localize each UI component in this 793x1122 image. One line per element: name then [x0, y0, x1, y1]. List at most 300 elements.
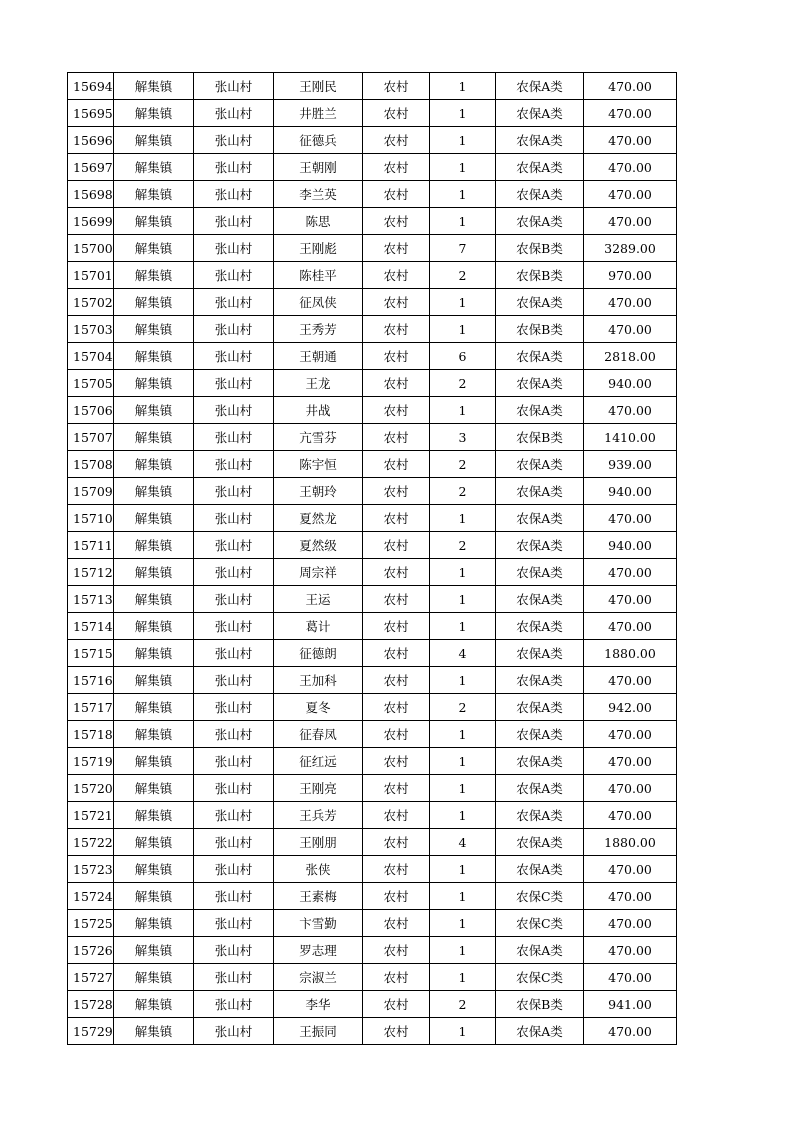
village-cell: 张山村 — [194, 559, 274, 586]
area-type-cell: 农村 — [363, 343, 430, 370]
household-count-cell: 1 — [430, 316, 496, 343]
village-cell: 张山村 — [194, 289, 274, 316]
household-count-cell: 4 — [430, 829, 496, 856]
town-cell: 解集镇 — [114, 910, 194, 937]
insurance-type-cell: 农保B类 — [496, 262, 584, 289]
amount-cell: 470.00 — [584, 127, 677, 154]
town-cell: 解集镇 — [114, 613, 194, 640]
table-row — [68, 100, 677, 127]
household-count-cell: 1 — [430, 289, 496, 316]
row-id-cell: 15723 — [68, 856, 114, 883]
insurance-type-cell: 农保A类 — [496, 640, 584, 667]
row-id-cell: 15712 — [68, 559, 114, 586]
row-id-cell: 15695 — [68, 100, 114, 127]
town-cell: 解集镇 — [114, 721, 194, 748]
row-id-cell: 15709 — [68, 478, 114, 505]
table-row — [68, 154, 677, 181]
town-cell: 解集镇 — [114, 1018, 194, 1045]
village-cell: 张山村 — [194, 640, 274, 667]
table-row — [68, 73, 677, 100]
area-type-cell: 农村 — [363, 478, 430, 505]
row-id-cell: 15702 — [68, 289, 114, 316]
amount-cell: 1880.00 — [584, 829, 677, 856]
amount-cell: 470.00 — [584, 505, 677, 532]
row-id-cell: 15724 — [68, 883, 114, 910]
table-row — [68, 559, 677, 586]
household-count-cell: 2 — [430, 370, 496, 397]
area-type-cell: 农村 — [363, 721, 430, 748]
row-id-cell: 15713 — [68, 586, 114, 613]
area-type-cell: 农村 — [363, 775, 430, 802]
insurance-type-cell: 农保B类 — [496, 991, 584, 1018]
insurance-type-cell: 农保A类 — [496, 505, 584, 532]
insurance-type-cell: 农保A类 — [496, 586, 584, 613]
table-row — [68, 667, 677, 694]
name-cell: 征德兵 — [274, 127, 363, 154]
area-type-cell: 农村 — [363, 829, 430, 856]
row-id-cell: 15716 — [68, 667, 114, 694]
table-row — [68, 856, 677, 883]
amount-cell: 470.00 — [584, 613, 677, 640]
name-cell: 卞雪勤 — [274, 910, 363, 937]
town-cell: 解集镇 — [114, 181, 194, 208]
town-cell: 解集镇 — [114, 208, 194, 235]
village-cell: 张山村 — [194, 991, 274, 1018]
village-cell: 张山村 — [194, 856, 274, 883]
row-id-cell: 15729 — [68, 1018, 114, 1045]
town-cell: 解集镇 — [114, 883, 194, 910]
amount-cell: 470.00 — [584, 748, 677, 775]
area-type-cell: 农村 — [363, 694, 430, 721]
row-id-cell: 15725 — [68, 910, 114, 937]
area-type-cell: 农村 — [363, 856, 430, 883]
data-table — [67, 72, 677, 1045]
amount-cell: 1880.00 — [584, 640, 677, 667]
area-type-cell: 农村 — [363, 127, 430, 154]
household-count-cell: 1 — [430, 154, 496, 181]
village-cell: 张山村 — [194, 73, 274, 100]
row-id-cell: 15700 — [68, 235, 114, 262]
row-id-cell: 15715 — [68, 640, 114, 667]
area-type-cell: 农村 — [363, 910, 430, 937]
area-type-cell: 农村 — [363, 640, 430, 667]
area-type-cell: 农村 — [363, 397, 430, 424]
household-count-cell: 1 — [430, 613, 496, 640]
name-cell: 张侠 — [274, 856, 363, 883]
area-type-cell: 农村 — [363, 262, 430, 289]
row-id-cell: 15719 — [68, 748, 114, 775]
name-cell: 井战 — [274, 397, 363, 424]
town-cell: 解集镇 — [114, 991, 194, 1018]
amount-cell: 470.00 — [584, 316, 677, 343]
amount-cell: 970.00 — [584, 262, 677, 289]
village-cell: 张山村 — [194, 964, 274, 991]
village-cell: 张山村 — [194, 721, 274, 748]
name-cell: 李兰英 — [274, 181, 363, 208]
household-count-cell: 1 — [430, 748, 496, 775]
insurance-type-cell: 农保A类 — [496, 370, 584, 397]
town-cell: 解集镇 — [114, 694, 194, 721]
household-count-cell: 4 — [430, 640, 496, 667]
name-cell: 王刚亮 — [274, 775, 363, 802]
table-row — [68, 964, 677, 991]
town-cell: 解集镇 — [114, 532, 194, 559]
village-cell: 张山村 — [194, 478, 274, 505]
amount-cell: 470.00 — [584, 181, 677, 208]
name-cell: 陈宇恒 — [274, 451, 363, 478]
town-cell: 解集镇 — [114, 73, 194, 100]
area-type-cell: 农村 — [363, 964, 430, 991]
household-count-cell: 1 — [430, 910, 496, 937]
name-cell: 夏冬 — [274, 694, 363, 721]
name-cell: 王龙 — [274, 370, 363, 397]
insurance-type-cell: 农保A类 — [496, 775, 584, 802]
town-cell: 解集镇 — [114, 802, 194, 829]
row-id-cell: 15696 — [68, 127, 114, 154]
insurance-type-cell: 农保B类 — [496, 316, 584, 343]
insurance-type-cell: 农保A类 — [496, 802, 584, 829]
insurance-type-cell: 农保A类 — [496, 397, 584, 424]
area-type-cell: 农村 — [363, 370, 430, 397]
amount-cell: 470.00 — [584, 883, 677, 910]
village-cell: 张山村 — [194, 505, 274, 532]
name-cell: 亢雪芬 — [274, 424, 363, 451]
amount-cell: 942.00 — [584, 694, 677, 721]
town-cell: 解集镇 — [114, 829, 194, 856]
row-id-cell: 15721 — [68, 802, 114, 829]
name-cell: 王朝通 — [274, 343, 363, 370]
insurance-type-cell: 农保A类 — [496, 559, 584, 586]
insurance-type-cell: 农保A类 — [496, 208, 584, 235]
village-cell: 张山村 — [194, 370, 274, 397]
row-id-cell: 15714 — [68, 613, 114, 640]
town-cell: 解集镇 — [114, 964, 194, 991]
name-cell: 王刚彪 — [274, 235, 363, 262]
insurance-type-cell: 农保B类 — [496, 424, 584, 451]
table-row — [68, 1018, 677, 1045]
name-cell: 征红远 — [274, 748, 363, 775]
row-id-cell: 15705 — [68, 370, 114, 397]
village-cell: 张山村 — [194, 208, 274, 235]
town-cell: 解集镇 — [114, 559, 194, 586]
area-type-cell: 农村 — [363, 748, 430, 775]
household-count-cell: 1 — [430, 721, 496, 748]
village-cell: 张山村 — [194, 586, 274, 613]
row-id-cell: 15699 — [68, 208, 114, 235]
name-cell: 征德朗 — [274, 640, 363, 667]
village-cell: 张山村 — [194, 775, 274, 802]
table-row — [68, 424, 677, 451]
amount-cell: 2818.00 — [584, 343, 677, 370]
insurance-type-cell: 农保A类 — [496, 937, 584, 964]
insurance-type-cell: 农保A类 — [496, 829, 584, 856]
row-id-cell: 15726 — [68, 937, 114, 964]
table-row — [68, 937, 677, 964]
amount-cell: 940.00 — [584, 370, 677, 397]
village-cell: 张山村 — [194, 937, 274, 964]
village-cell: 张山村 — [194, 667, 274, 694]
amount-cell: 1410.00 — [584, 424, 677, 451]
insurance-type-cell: 农保A类 — [496, 748, 584, 775]
insurance-type-cell: 农保A类 — [496, 127, 584, 154]
household-count-cell: 1 — [430, 964, 496, 991]
town-cell: 解集镇 — [114, 451, 194, 478]
village-cell: 张山村 — [194, 451, 274, 478]
table-row — [68, 478, 677, 505]
village-cell: 张山村 — [194, 235, 274, 262]
household-count-cell: 1 — [430, 856, 496, 883]
village-cell: 张山村 — [194, 829, 274, 856]
amount-cell: 470.00 — [584, 802, 677, 829]
amount-cell: 470.00 — [584, 154, 677, 181]
town-cell: 解集镇 — [114, 154, 194, 181]
area-type-cell: 农村 — [363, 154, 430, 181]
table-body — [68, 73, 677, 1045]
village-cell: 张山村 — [194, 613, 274, 640]
row-id-cell: 15703 — [68, 316, 114, 343]
name-cell: 周宗祥 — [274, 559, 363, 586]
town-cell: 解集镇 — [114, 262, 194, 289]
area-type-cell: 农村 — [363, 937, 430, 964]
table-row — [68, 748, 677, 775]
name-cell: 王秀芳 — [274, 316, 363, 343]
town-cell: 解集镇 — [114, 775, 194, 802]
amount-cell: 470.00 — [584, 73, 677, 100]
table-row — [68, 640, 677, 667]
row-id-cell: 15717 — [68, 694, 114, 721]
table-row — [68, 910, 677, 937]
insurance-type-cell: 农保A类 — [496, 478, 584, 505]
area-type-cell: 农村 — [363, 1018, 430, 1045]
name-cell: 王素梅 — [274, 883, 363, 910]
household-count-cell: 1 — [430, 883, 496, 910]
household-count-cell: 7 — [430, 235, 496, 262]
household-count-cell: 2 — [430, 991, 496, 1018]
area-type-cell: 农村 — [363, 289, 430, 316]
name-cell: 王刚朋 — [274, 829, 363, 856]
insurance-type-cell: 农保A类 — [496, 856, 584, 883]
insurance-type-cell: 农保A类 — [496, 289, 584, 316]
town-cell: 解集镇 — [114, 505, 194, 532]
area-type-cell: 农村 — [363, 991, 430, 1018]
table-row — [68, 991, 677, 1018]
row-id-cell: 15711 — [68, 532, 114, 559]
village-cell: 张山村 — [194, 883, 274, 910]
household-count-cell: 1 — [430, 1018, 496, 1045]
row-id-cell: 15704 — [68, 343, 114, 370]
insurance-type-cell: 农保A类 — [496, 721, 584, 748]
amount-cell: 941.00 — [584, 991, 677, 1018]
insurance-type-cell: 农保A类 — [496, 100, 584, 127]
name-cell: 征凤侠 — [274, 289, 363, 316]
area-type-cell: 农村 — [363, 181, 430, 208]
amount-cell: 470.00 — [584, 1018, 677, 1045]
household-count-cell: 1 — [430, 559, 496, 586]
village-cell: 张山村 — [194, 802, 274, 829]
table-row — [68, 586, 677, 613]
row-id-cell: 15697 — [68, 154, 114, 181]
name-cell: 王振同 — [274, 1018, 363, 1045]
area-type-cell: 农村 — [363, 559, 430, 586]
area-type-cell: 农村 — [363, 883, 430, 910]
household-count-cell: 1 — [430, 505, 496, 532]
table-row — [68, 289, 677, 316]
household-count-cell: 2 — [430, 478, 496, 505]
insurance-type-cell: 农保C类 — [496, 883, 584, 910]
insurance-type-cell: 农保C类 — [496, 964, 584, 991]
amount-cell: 470.00 — [584, 937, 677, 964]
row-id-cell: 15722 — [68, 829, 114, 856]
amount-cell: 470.00 — [584, 775, 677, 802]
name-cell: 葛计 — [274, 613, 363, 640]
name-cell: 宗淑兰 — [274, 964, 363, 991]
table-row — [68, 127, 677, 154]
town-cell: 解集镇 — [114, 235, 194, 262]
row-id-cell: 15708 — [68, 451, 114, 478]
household-count-cell: 1 — [430, 937, 496, 964]
name-cell: 陈思 — [274, 208, 363, 235]
household-count-cell: 1 — [430, 667, 496, 694]
area-type-cell: 农村 — [363, 73, 430, 100]
household-count-cell: 1 — [430, 802, 496, 829]
table-row — [68, 370, 677, 397]
table-row — [68, 397, 677, 424]
amount-cell: 939.00 — [584, 451, 677, 478]
household-count-cell: 1 — [430, 181, 496, 208]
insurance-type-cell: 农保A类 — [496, 1018, 584, 1045]
household-count-cell: 1 — [430, 208, 496, 235]
area-type-cell: 农村 — [363, 100, 430, 127]
table-row — [68, 802, 677, 829]
amount-cell: 470.00 — [584, 856, 677, 883]
amount-cell: 470.00 — [584, 910, 677, 937]
household-count-cell: 1 — [430, 397, 496, 424]
town-cell: 解集镇 — [114, 370, 194, 397]
row-id-cell: 15727 — [68, 964, 114, 991]
town-cell: 解集镇 — [114, 343, 194, 370]
household-count-cell: 2 — [430, 451, 496, 478]
insurance-type-cell: 农保A类 — [496, 181, 584, 208]
row-id-cell: 15728 — [68, 991, 114, 1018]
area-type-cell: 农村 — [363, 235, 430, 262]
row-id-cell: 15707 — [68, 424, 114, 451]
village-cell: 张山村 — [194, 316, 274, 343]
area-type-cell: 农村 — [363, 532, 430, 559]
amount-cell: 470.00 — [584, 289, 677, 316]
insurance-type-cell: 农保A类 — [496, 343, 584, 370]
table-row — [68, 505, 677, 532]
area-type-cell: 农村 — [363, 505, 430, 532]
name-cell: 王运 — [274, 586, 363, 613]
town-cell: 解集镇 — [114, 316, 194, 343]
table-row — [68, 532, 677, 559]
insurance-type-cell: 农保A类 — [496, 451, 584, 478]
town-cell: 解集镇 — [114, 856, 194, 883]
town-cell: 解集镇 — [114, 586, 194, 613]
row-id-cell: 15710 — [68, 505, 114, 532]
area-type-cell: 农村 — [363, 667, 430, 694]
insurance-type-cell: 农保B类 — [496, 235, 584, 262]
insurance-type-cell: 农保A类 — [496, 667, 584, 694]
town-cell: 解集镇 — [114, 640, 194, 667]
household-count-cell: 3 — [430, 424, 496, 451]
amount-cell: 470.00 — [584, 559, 677, 586]
village-cell: 张山村 — [194, 100, 274, 127]
area-type-cell: 农村 — [363, 802, 430, 829]
name-cell: 王刚民 — [274, 73, 363, 100]
table-row — [68, 721, 677, 748]
amount-cell: 470.00 — [584, 100, 677, 127]
village-cell: 张山村 — [194, 397, 274, 424]
row-id-cell: 15701 — [68, 262, 114, 289]
row-id-cell: 15706 — [68, 397, 114, 424]
row-id-cell: 15720 — [68, 775, 114, 802]
table-row — [68, 181, 677, 208]
insurance-type-cell: 农保A类 — [496, 73, 584, 100]
table-row — [68, 208, 677, 235]
table-row — [68, 613, 677, 640]
amount-cell: 470.00 — [584, 397, 677, 424]
village-cell: 张山村 — [194, 154, 274, 181]
insurance-type-cell: 农保C类 — [496, 910, 584, 937]
name-cell: 罗志理 — [274, 937, 363, 964]
household-count-cell: 6 — [430, 343, 496, 370]
table-row — [68, 451, 677, 478]
table-row — [68, 775, 677, 802]
table-row — [68, 262, 677, 289]
village-cell: 张山村 — [194, 127, 274, 154]
town-cell: 解集镇 — [114, 748, 194, 775]
household-count-cell: 1 — [430, 775, 496, 802]
area-type-cell: 农村 — [363, 316, 430, 343]
household-count-cell: 1 — [430, 73, 496, 100]
name-cell: 王加科 — [274, 667, 363, 694]
town-cell: 解集镇 — [114, 127, 194, 154]
household-count-cell: 1 — [430, 586, 496, 613]
amount-cell: 3289.00 — [584, 235, 677, 262]
name-cell: 王朝玲 — [274, 478, 363, 505]
row-id-cell: 15698 — [68, 181, 114, 208]
town-cell: 解集镇 — [114, 937, 194, 964]
household-count-cell: 2 — [430, 262, 496, 289]
insurance-type-cell: 农保A类 — [496, 613, 584, 640]
name-cell: 王兵芳 — [274, 802, 363, 829]
town-cell: 解集镇 — [114, 667, 194, 694]
name-cell: 井胜兰 — [274, 100, 363, 127]
area-type-cell: 农村 — [363, 613, 430, 640]
amount-cell: 470.00 — [584, 667, 677, 694]
town-cell: 解集镇 — [114, 289, 194, 316]
table-row — [68, 343, 677, 370]
area-type-cell: 农村 — [363, 208, 430, 235]
household-count-cell: 2 — [430, 694, 496, 721]
household-count-cell: 1 — [430, 127, 496, 154]
table-row — [68, 694, 677, 721]
village-cell: 张山村 — [194, 343, 274, 370]
name-cell: 王朝刚 — [274, 154, 363, 181]
name-cell: 夏然龙 — [274, 505, 363, 532]
town-cell: 解集镇 — [114, 424, 194, 451]
village-cell: 张山村 — [194, 262, 274, 289]
village-cell: 张山村 — [194, 532, 274, 559]
table-row — [68, 829, 677, 856]
household-count-cell: 2 — [430, 532, 496, 559]
amount-cell: 940.00 — [584, 532, 677, 559]
town-cell: 解集镇 — [114, 478, 194, 505]
table-row — [68, 883, 677, 910]
insurance-type-cell: 农保A类 — [496, 154, 584, 181]
village-cell: 张山村 — [194, 748, 274, 775]
